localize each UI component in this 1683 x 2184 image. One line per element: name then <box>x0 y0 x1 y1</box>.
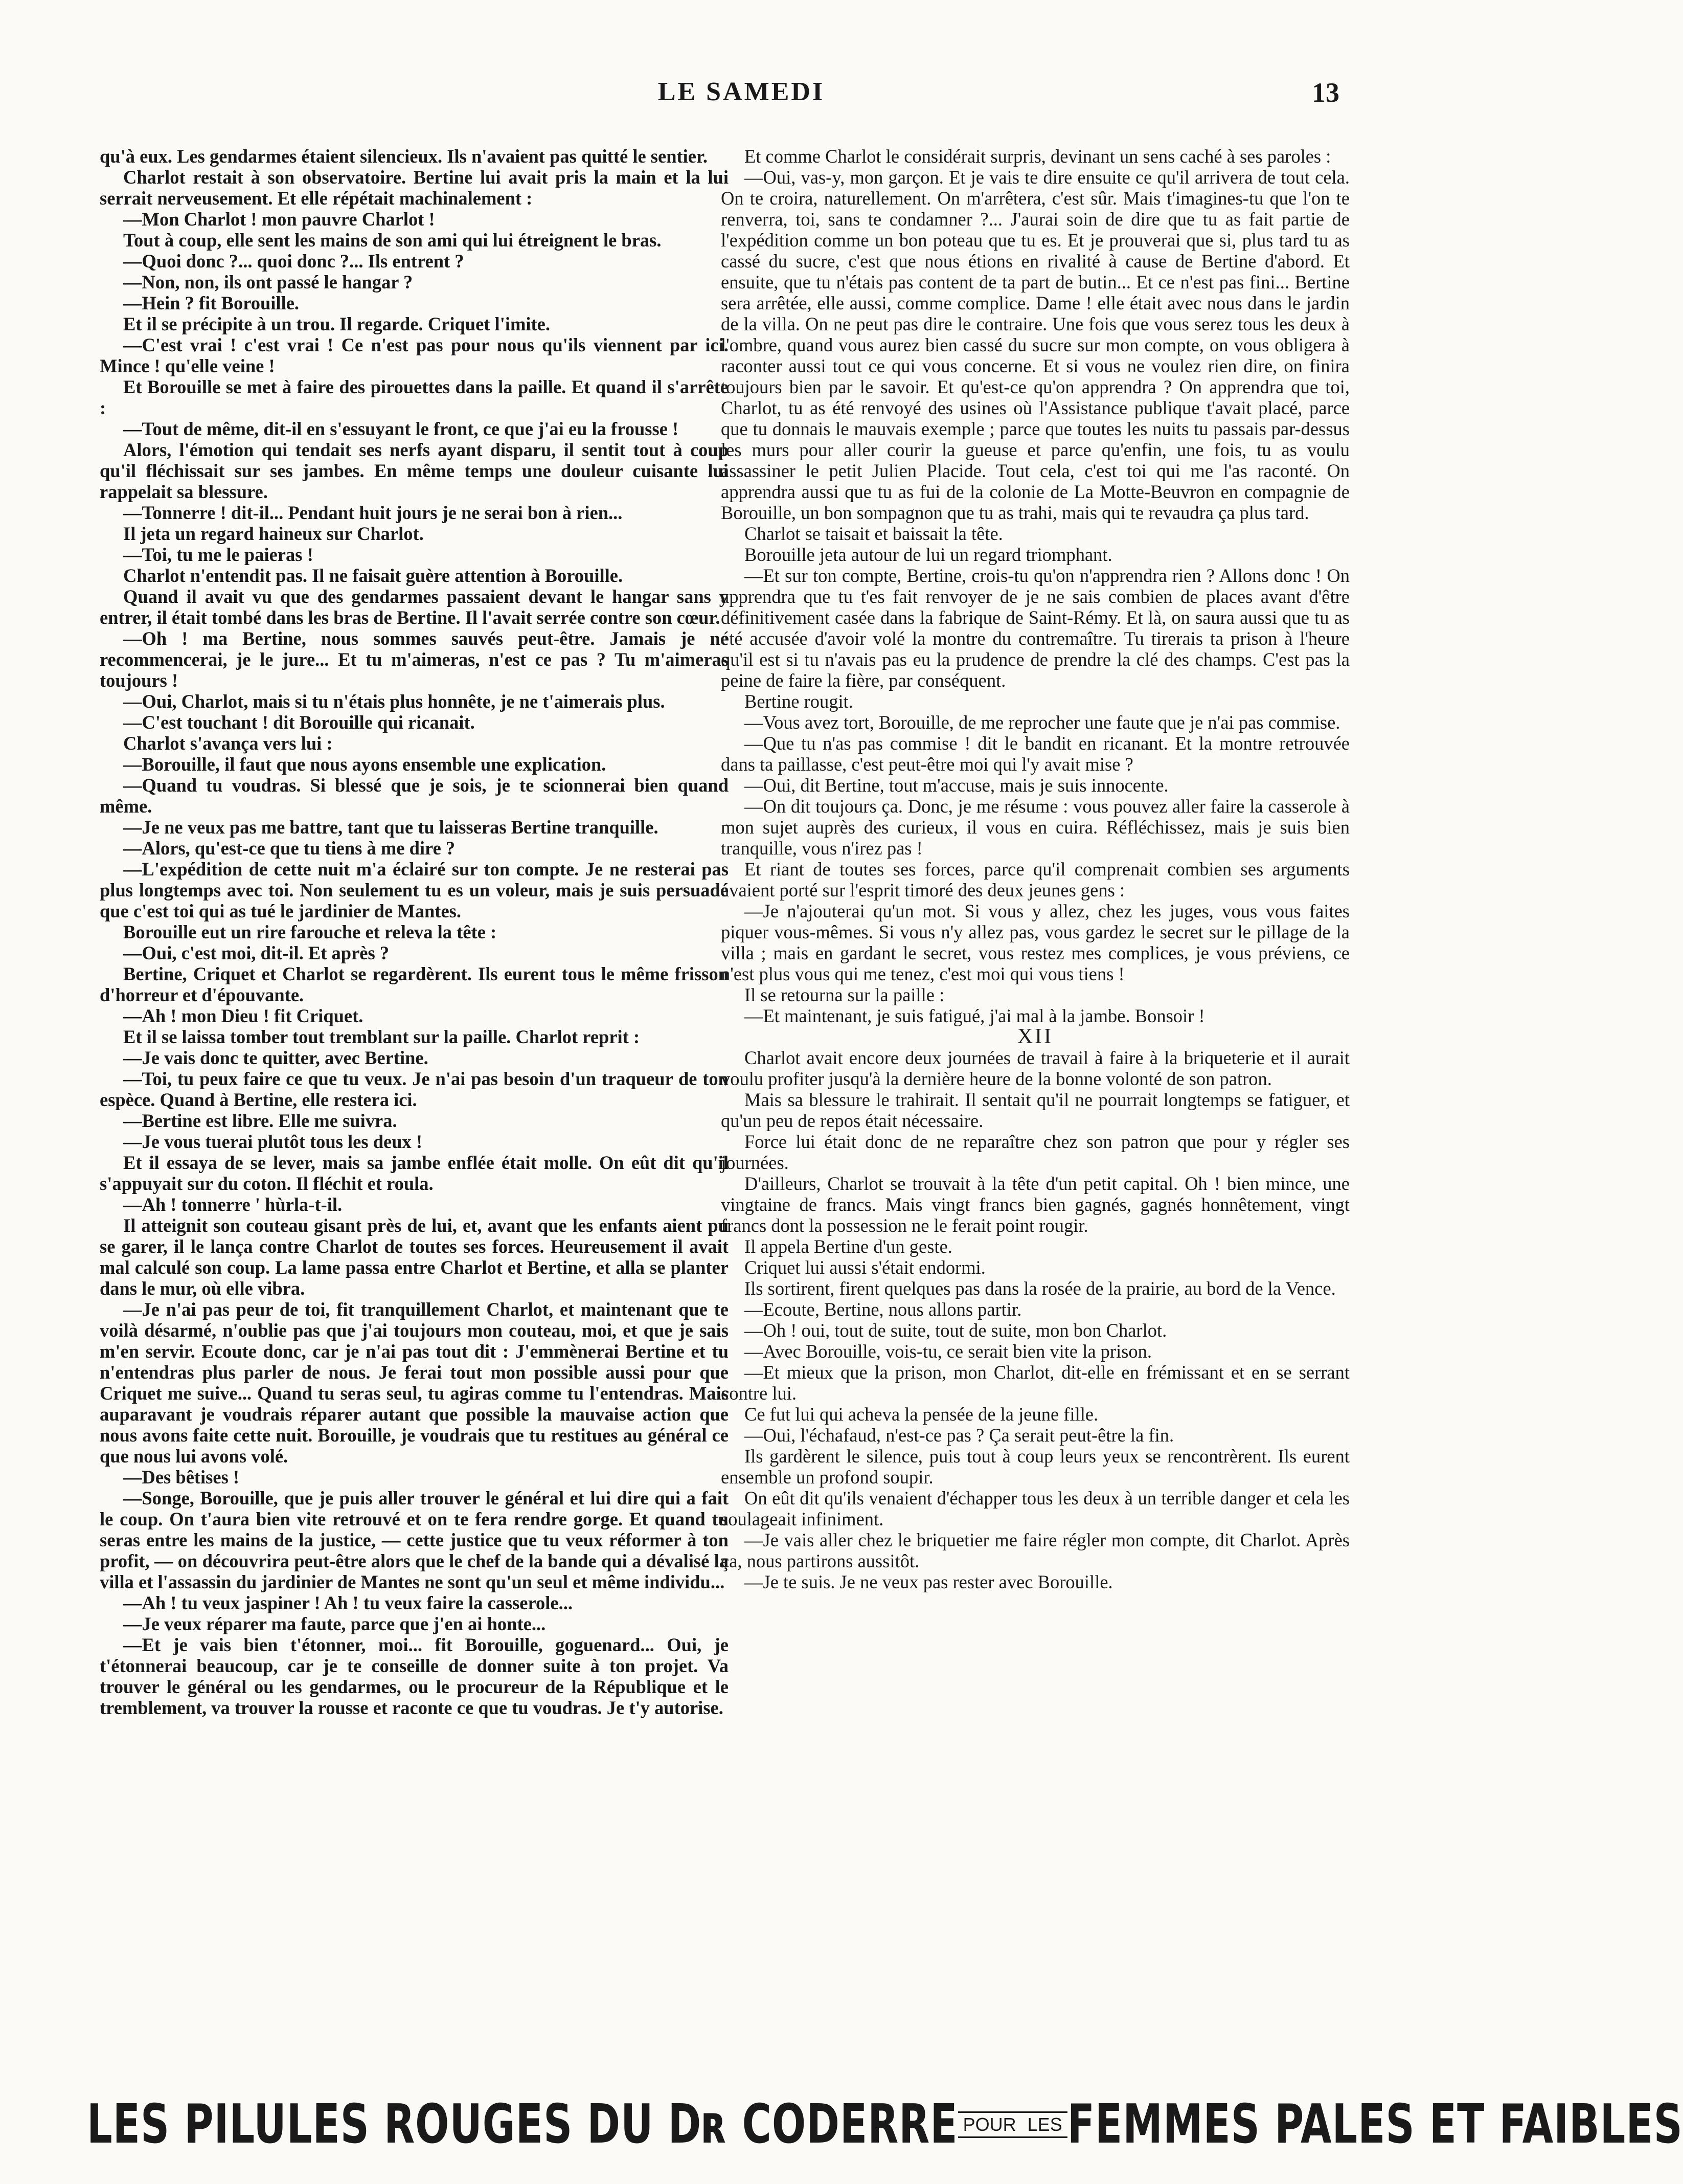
paragraph: —Je vous tuerai plutôt tous les deux ! <box>123 1131 423 1152</box>
left-text-column <box>100 146 729 2020</box>
paragraph: —Tonnerre ! dit-il... Pendant huit jours je ne serai bon à rien... <box>123 502 623 523</box>
ad-pour-text: POUR <box>963 2114 1016 2135</box>
paragraph: —Que tu n'as pas commise ! dit le bandit en ricanant. Et la montre retrouvée dans ta paillasse, c'est peut-être moi qui l'y avait mise ? <box>721 733 1350 775</box>
paragraph: —Oui, vas-y, mon garçon. Et je vais te dire ensuite ce qu'il arrivera de tout cela. On te croira, naturellement. On m'arrêtera, c'est sûr. Mais t'imagines-tu que l'on te renverra, toi, sans te condamner ?... J'aurai soin de dire que tu as fait partie de l'expédition comme un bon poteau que tu es. Et je prouverai que si, plus tard tu as cassé du sucre, c'est que nous étions en rivalité à cause de Bertine d'abord. Et ensuite, que tu n'étais pas content de ta part de butin... Et ce n'est pas fini... Bertine sera arrêtée, elle aussi, comme complice. Dame ! elle était avec nous dans le jardin de la villa. On ne peut pas dire le contraire. Une fois que vous serez tous les deux à l'ombre, quand vous aurez bien cassé du sucre sur mon compte, on vous obligera à raconter aussi tout ce qui vous concerne. Et si vous ne voulez rien dire, on finira toujours bien par le savoir. Et qu'est-ce qu'on apprendra ? On apprendra que toi, Charlot, tu as été renvoyé des usines où l'Assistance publique t'avait placé, parce que tu donnais le mauvais exemple ; parce que toutes les nuits tu passais par-dessus les murs pour aller courir la gueuse et parce qu'enfin, une fois, tu as voulu assassiner le petit Julien Placide. Tout cela, c'est toi qui me l'as raconté. On apprendra aussi que tu as fui de la colonie de La Motte-Beuvron en compagnie de Borouille, un bon sompagnon que tu as trahi, mais qui te revaudra ça plus tard. <box>721 167 1350 523</box>
paragraph: Charlot restait à son observatoire. Bertine lui avait pris la main et la lui serrait nerveusement. Et elle répétait machinalement : <box>100 167 729 209</box>
paragraph: —Toi, tu peux faire ce que tu veux. Je n'ai pas besoin d'un traqueur de ton espèce. Quand à Bertine, elle restera ici. <box>100 1068 729 1110</box>
paragraph: —Tout de même, dit-il en s'essuyant le front, ce que j'ai eu la frousse ! <box>123 418 679 439</box>
paragraph: —Et je vais bien t'étonner, moi... fit Borouille, goguenard... Oui, je t'étonnerai beaucoup, car je te conseille de donner suite à ton projet. Va trouver le général ou les gendarmes, ou le procureur de la République et le tremblement, va trouver la rousse et raconte ce que tu voudras. Je t'y autorise. <box>100 1634 729 1718</box>
paragraph: —On dit toujours ça. Donc, je me résume : vous pouvez aller faire la casserole à mon sujet auprès des curieux, il vous en cuira. Réfléchissez, mais je suis bien tranquille, vous n'irez pas ! <box>721 796 1350 859</box>
paragraph: Charlot avait encore deux journées de travail à faire à la briqueterie et il aurait voulu profiter jusqu'à la dernière heure de la bonne volonté de son patron. <box>721 1047 1350 1089</box>
right-column-part-a <box>721 146 1350 1026</box>
paragraph: —Ah ! tu veux jaspiner ! Ah ! tu veux faire la casserole... <box>123 1592 573 1613</box>
paragraph: —Toi, tu me le paieras ! <box>123 544 313 565</box>
paragraph: —Songe, Borouille, que je puis aller trouver le général et lui dire qui a fait le coup. On t'aura bien vite retrouvé et on te fera rendre gorge. Et quand tu seras entre les mains de la justice, — cette justice que tu veux réformer à ton profit, — on découvrira peut-être alors que le chef de la bande qui a dévalisé la villa et l'assassin du jardinier de Mantes ne sont qu'un seul et même individu... <box>100 1488 729 1592</box>
paragraph: —Vous avez tort, Borouille, de me reprocher une faute que je n'ai pas commise. <box>744 712 1340 733</box>
paragraph: Ils gardèrent le silence, puis tout à coup leurs yeux se rencontrèrent. Ils eurent ensemble un profond soupir. <box>721 1446 1350 1488</box>
paragraph: Borouille jeta autour de lui un regard triomphant. <box>744 544 1112 565</box>
paragraph: qu'à eux. Les gendarmes étaient silencieux. Ils n'avaient pas quitté le sentier. <box>100 146 708 167</box>
paragraph: Charlot s'avança vers lui : <box>123 733 333 754</box>
paragraph: Quand il avait vu que des gendarmes passaient devant le hangar sans y entrer, il était tombé dans les bras de Bertine. Il l'avait serrée contre son cœur. <box>100 586 729 628</box>
paragraph: —Oui, Charlot, mais si tu n'étais plus honnête, je ne t'aimerais plus. <box>123 691 665 712</box>
ad-left-text: LES PILULES ROUGES DU Dʀ CODERRE <box>87 2093 958 2156</box>
chapter-heading: XII <box>1017 1025 1054 1048</box>
paragraph: —Mon Charlot ! mon pauvre Charlot ! <box>123 209 435 230</box>
paragraph: Et il se précipite à un trou. Il regarde. Criquet l'imite. <box>123 313 551 334</box>
paragraph: Ce fut lui qui acheva la pensée de la jeune fille. <box>744 1404 1099 1425</box>
paragraph: Bertine, Criquet et Charlot se regardèrent. Ils eurent tous le même frisson d'horreur et d'épouvante. <box>100 963 729 1005</box>
paragraph: —Bertine est libre. Elle me suivra. <box>123 1110 397 1131</box>
paragraph: —Oui, c'est moi, dit-il. Et après ? <box>123 942 390 963</box>
paragraph: —Et maintenant, je suis fatigué, j'ai mal à la jambe. Bonsoir ! <box>744 1005 1205 1026</box>
paragraph: Et il se laissa tomber tout tremblant sur la paille. Charlot reprit : <box>123 1026 640 1047</box>
right-text-column <box>721 146 1350 2020</box>
paragraph: —Et sur ton compte, Bertine, crois-tu qu'on n'apprendra rien ? Allons donc ! On apprendra que tu t'es fait renvoyer de je ne sais combien de places avant d'être définitivement casée dans la fabrique de Saint-Rémy. Et là, on saura aussi que tu as été accusée d'avoir volé la montre du contremaître. Tu tirerais ta prison à l'heure qu'il est si tu n'avais pas eu la prudence de prendre la clé des champs. C'est pas la peine de faire la fière, par conséquent. <box>721 565 1350 691</box>
paragraph: —Ecoute, Bertine, nous allons partir. <box>744 1299 1022 1320</box>
paragraph: Il appela Bertine d'un geste. <box>744 1236 952 1257</box>
paragraph: —Non, non, ils ont passé le hangar ? <box>123 272 413 292</box>
page-number: 13 <box>1312 77 1339 108</box>
paragraph: —Je vais aller chez le briquetier me faire régler mon compte, dit Charlot. Après ça, nous partirons aussitôt. <box>721 1529 1350 1571</box>
ad-connector <box>958 2111 1067 2138</box>
paragraph: —Je ne veux pas me battre, tant que tu laisseras Bertine tranquille. <box>123 817 658 838</box>
paragraph: Mais sa blessure le trahirait. Il sentait qu'il ne pourrait longtemps se fatiguer, et qu'un peu de repos était nécessaire. <box>721 1089 1350 1131</box>
paragraph: —Je n'ajouterai qu'un mot. Si vous y allez, chez les juges, vous vous faites piquer vous-mêmes. Si vous n'y allez pas, vous gardez le secret sur le pillage de la villa ; mais en gardant le secret, vous restez mes complices, je vous préviens, ce n'est plus vous qui me tenez, c'est moi qui vous tiens ! <box>721 900 1350 984</box>
paragraph: —Je n'ai pas peur de toi, fit tranquillement Charlot, et maintenant que te voilà désarmé, n'oublie pas que j'ai toujours mon couteau, moi, et que je sais m'en servir. Ecoute donc, car je n'ai pas tout dit : J'emmènerai Bertine et tu n'entendras plus parler de nous. Je ferai tout mon possible aussi pour que Criquet me suive... Quand tu seras seul, tu agiras comme tu l'entendras. Mais auparavant je voudrais réparer autant que possible la mauvaise action que nous avons faite cette nuit. Borouille, je voudrais que tu restitues au général ce que nous lui avons volé. <box>100 1299 729 1467</box>
paragraph: —Et mieux que la prison, mon Charlot, dit-elle en frémissant et en se serrant contre lui. <box>721 1362 1350 1404</box>
paragraph: Et riant de toutes ses forces, parce qu'il comprenait combien ses arguments avaient porté sur l'esprit timoré des deux jeunes gens : <box>721 859 1350 900</box>
paragraph: —Oui, l'échafaud, n'est-ce pas ? Ça serait peut-être la fin. <box>744 1425 1174 1446</box>
paragraph: Ils sortirent, firent quelques pas dans la rosée de la prairie, au bord de la Vence. <box>744 1278 1336 1299</box>
paragraph: —Oh ! ma Bertine, nous sommes sauvés peut-être. Jamais je ne recommencerai, je le jure... Et tu m'aimeras, n'est ce pas ? Tu m'aimeras toujours ! <box>100 628 729 691</box>
paragraph: —Hein ? fit Borouille. <box>123 292 300 313</box>
paragraph: —Des bêtises ! <box>123 1467 240 1488</box>
paragraph: Et comme Charlot le considérait surpris, devinant un sens caché à ses paroles : <box>744 146 1331 167</box>
footer-advertisement <box>87 2093 1683 2156</box>
paragraph: —Je te suis. Je ne veux pas rester avec Borouille. <box>744 1571 1113 1592</box>
paragraph: Tout à coup, elle sent les mains de son ami qui lui étreignent le bras. <box>123 230 662 251</box>
paragraph: D'ailleurs, Charlot se trouvait à la tête d'un petit capital. Oh ! bien mince, une vingtaine de francs. Mais vingt francs bien gagnés, gagnés honnêtement, vingt francs dont la possession ne le ferait point rougir. <box>721 1173 1350 1236</box>
paragraph: —Oh ! oui, tout de suite, tout de suite, mon bon Charlot. <box>744 1320 1167 1341</box>
paragraph: —C'est vrai ! c'est vrai ! Ce n'est pas pour nous qu'ils viennent par ici. Mince ! qu'elle veine ! <box>100 334 729 376</box>
paragraph: Criquet lui aussi s'était endormi. <box>744 1257 986 1278</box>
paragraph: Il se retourna sur la paille : <box>744 984 945 1005</box>
paragraph: —Borouille, il faut que nous ayons ensemble une explication. <box>123 754 606 775</box>
paragraph: —Je veux réparer ma faute, parce que j'en ai honte... <box>123 1613 546 1634</box>
paragraph: —Avec Borouille, vois-tu, ce serait bien vite la prison. <box>744 1341 1152 1362</box>
paragraph: —C'est touchant ! dit Borouille qui ricanait. <box>123 712 475 733</box>
right-column-part-b <box>721 1047 1350 1592</box>
paragraph: Bertine rougit. <box>744 691 853 712</box>
paragraph: —Ah ! mon Dieu ! fit Criquet. <box>123 1005 363 1026</box>
paragraph: Il jeta un regard haineux sur Charlot. <box>123 523 424 544</box>
paragraph: On eût dit qu'ils venaient d'échapper tous les deux à un terrible danger et cela les soulageait infiniment. <box>721 1488 1350 1529</box>
paragraph: Et il essaya de se lever, mais sa jambe enflée était molle. On eût dit qu'il s'appuyait sur du coton. Il fléchit et roula. <box>100 1152 729 1194</box>
paragraph: Charlot se taisait et baissait la tête. <box>744 523 1003 544</box>
paragraph: —L'expédition de cette nuit m'a éclairé sur ton compte. Je ne resterai pas plus longtemps avec toi. Non seulement tu es un voleur, mais je suis persuadé que c'est toi qui as tué le jardinier de Mantes. <box>100 859 729 921</box>
paragraph: Charlot n'entendit pas. Il ne faisait guère attention à Borouille. <box>123 565 623 586</box>
paragraph: —Oui, dit Bertine, tout m'accuse, mais je suis innocente. <box>744 775 1169 796</box>
paragraph: —Alors, qu'est-ce que tu tiens à me dire ? <box>123 838 456 859</box>
ad-right-text: FEMMES PALES ET FAIBLES <box>1067 2093 1683 2156</box>
paragraph: —Quand tu voudras. Si blessé que je sois, je te scionnerai bien quand même. <box>100 775 729 817</box>
paragraph: Et Borouille se met à faire des pirouettes dans la paille. Et quand il s'arrête : <box>100 376 729 418</box>
paragraph: Il atteignit son couteau gisant près de lui, et, avant que les enfants aient pu se garer, il le lança contre Charlot de toutes ses forces. Heureusement il avait mal calculé son coup. La lame passa entre Charlot et Bertine, et alla se planter dans le mur, où elle vibra. <box>100 1215 729 1299</box>
paragraph: —Je vais donc te quitter, avec Bertine. <box>123 1047 428 1068</box>
page-header <box>128 77 1355 118</box>
publication-title: LE SAMEDI <box>657 77 825 106</box>
paragraph: —Ah ! tonnerre ' hùrla-t-il. <box>123 1194 343 1215</box>
paragraph: Alors, l'émotion qui tendait ses nerfs ayant disparu, il sentit tout à coup qu'il fléchissait sur ses jambes. En même temps une douleur cuisante lui rappelait sa blessure. <box>100 439 729 502</box>
paragraph: —Quoi donc ?... quoi donc ?... Ils entrent ? <box>123 251 464 272</box>
ad-les-text: LES <box>1027 2114 1062 2135</box>
paragraph: Borouille eut un rire farouche et releva la tête : <box>123 921 497 942</box>
paragraph: Force lui était donc de ne reparaître chez son patron que pour y régler ses journées. <box>721 1131 1350 1173</box>
